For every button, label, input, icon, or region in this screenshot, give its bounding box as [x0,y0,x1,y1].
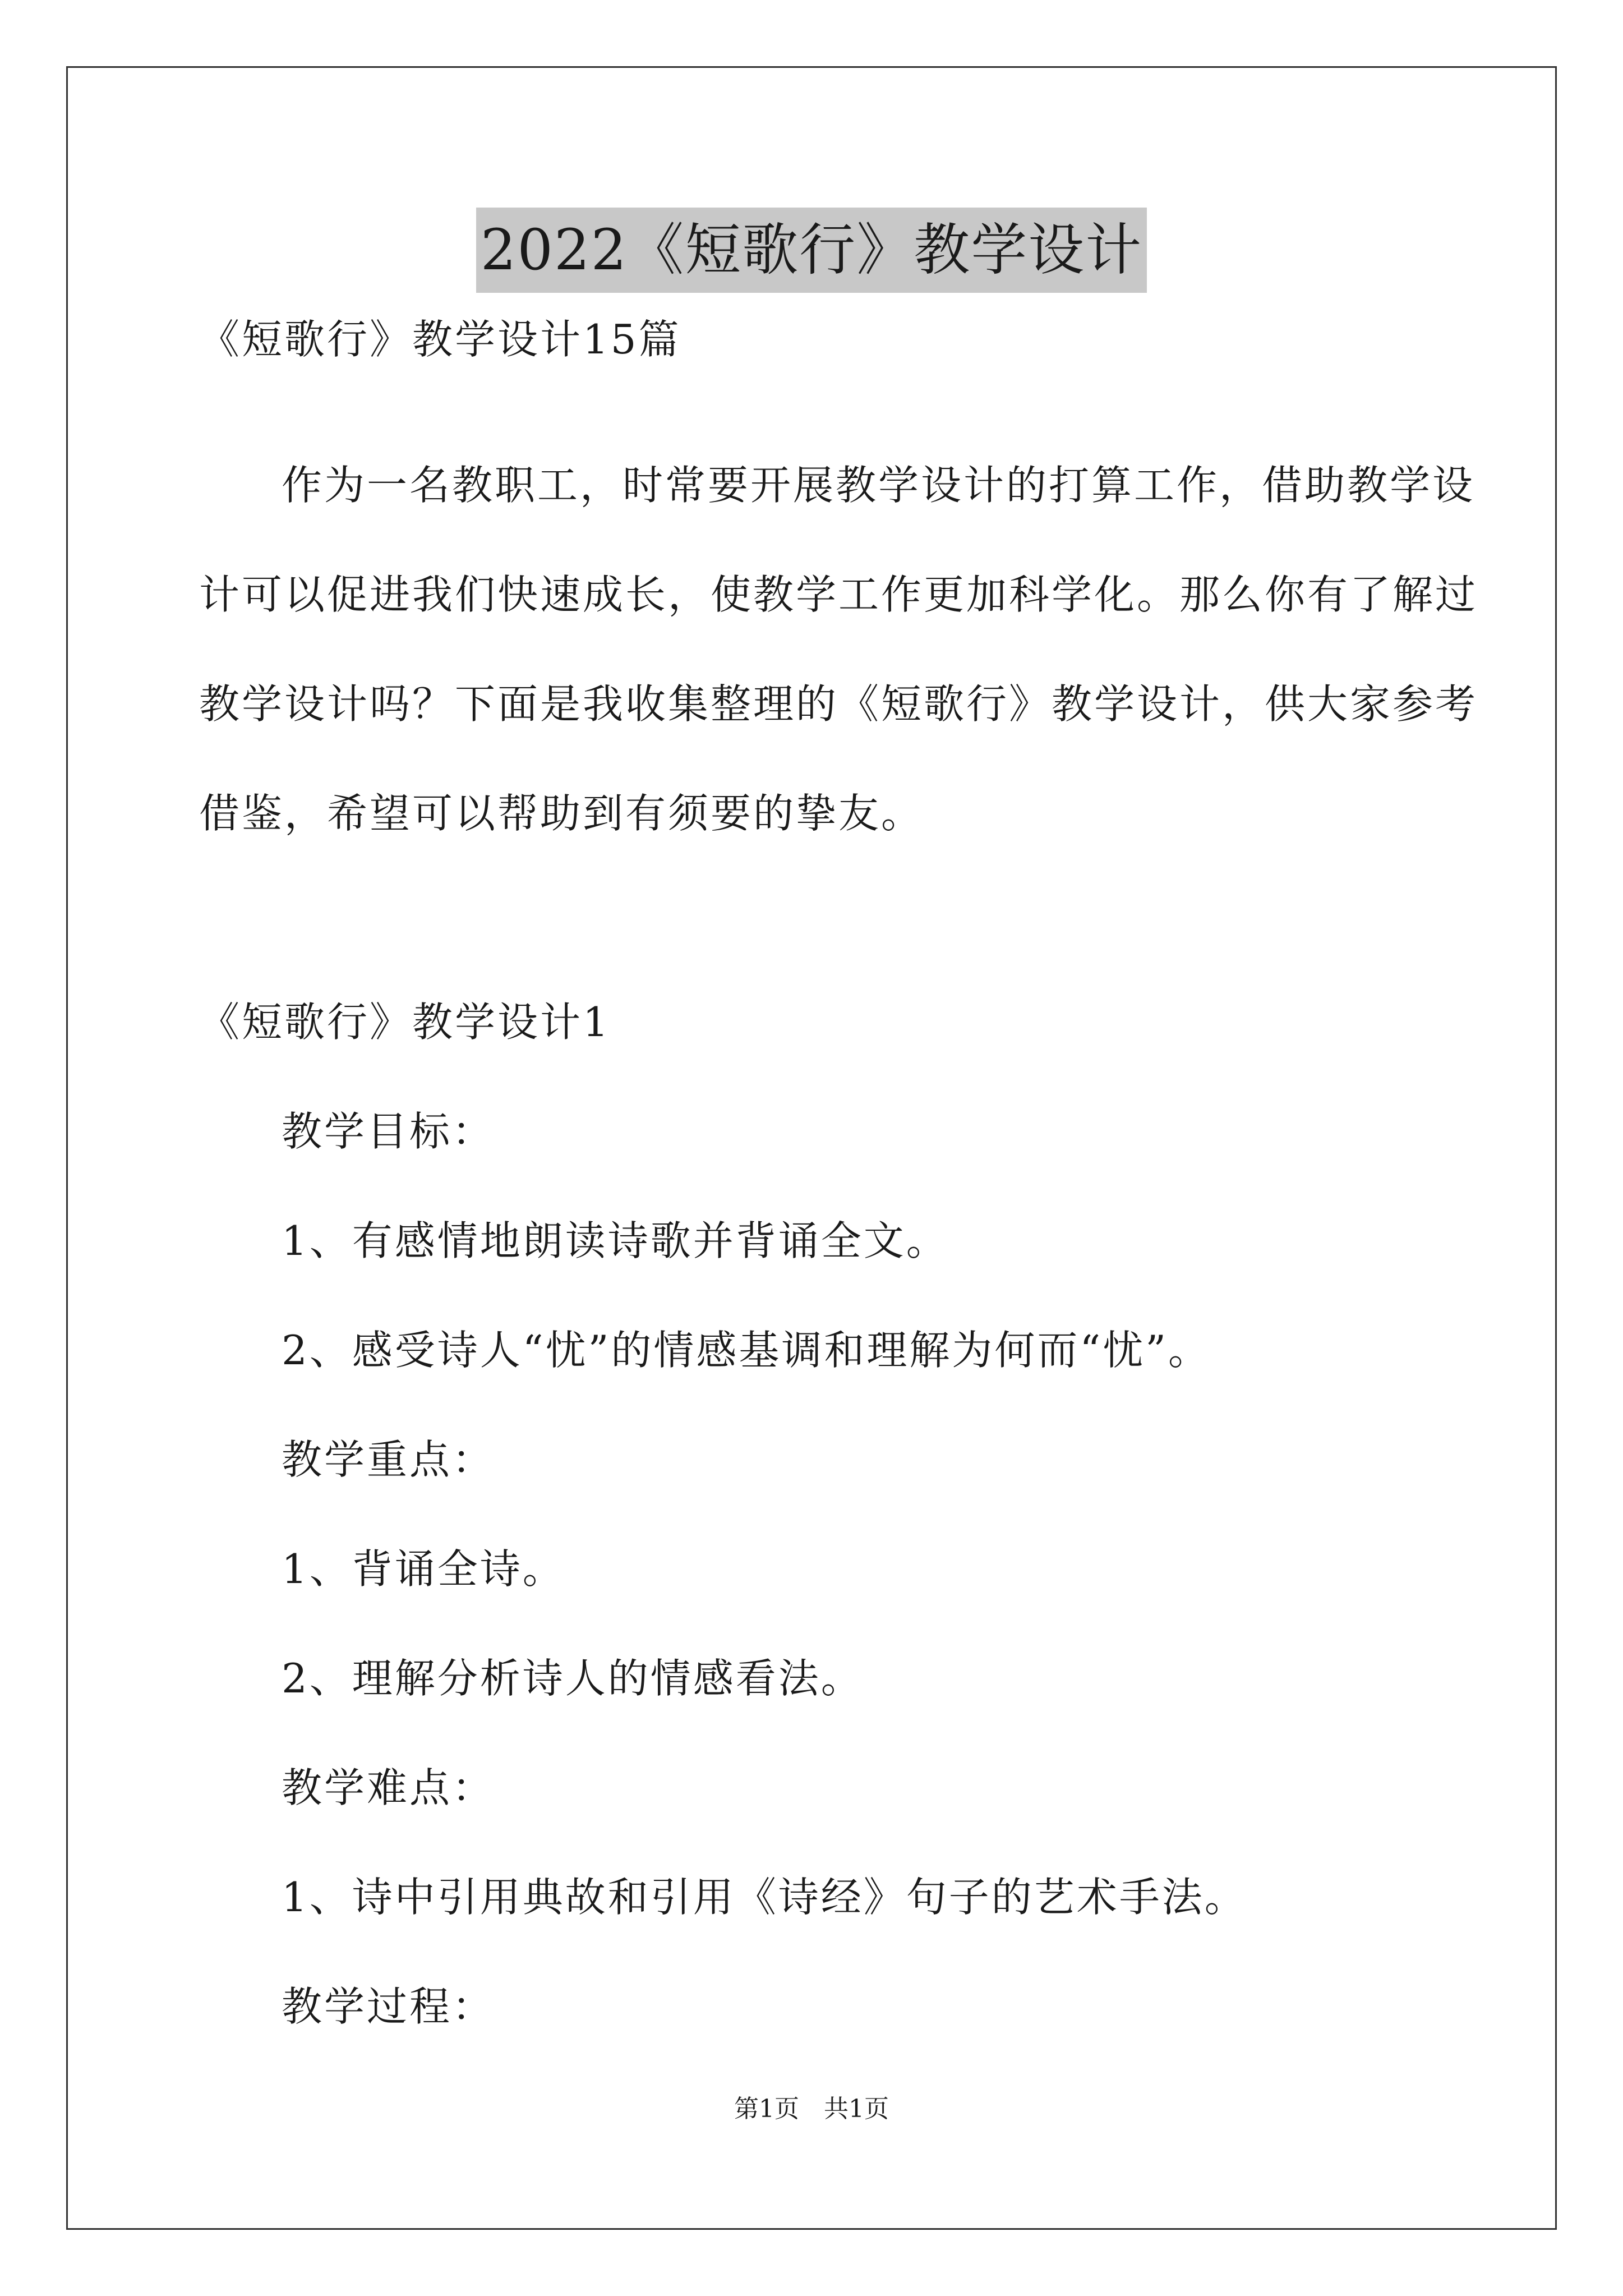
intro-line-3: 教学设计吗？下面是我收集整理的《短歌行》教学设计，供大家参考 [199,680,1478,728]
intro-line-2: 计可以促进我们快速成长，使教学工作更加科学化。那么你有了解过 [199,571,1478,618]
document-title: 2022《短歌行》教学设计 [476,208,1147,293]
page-number-footer: 第1页 共1页 [734,2095,889,2123]
body-line: 教学难点： [282,1764,495,1811]
section-heading: 《短歌行》教学设计1 [199,999,611,1046]
body-line: 教学重点： [282,1436,495,1483]
body-line: 1、背诵全诗。 [282,1545,565,1593]
title-container [0,208,1623,293]
intro-line-4: 借鉴，希望可以帮助到有须要的挚友。 [199,790,924,837]
body-line: 1、有感情地朗读诗歌并背诵全文。 [282,1217,949,1264]
body-line: 2、感受诗人“忧”的情感基调和理解为何而“忧”。 [282,1327,1211,1374]
intro-line-1: 作为一名教职工，时常要开展教学设计的打算工作，借助教学设 [282,462,1476,509]
body-line: 1、诗中引用典故和引用《诗经》句子的艺术手法。 [282,1874,1247,1921]
body-line: 2、理解分析诗人的情感看法。 [282,1655,864,1702]
body-line: 教学过程： [282,1983,495,2030]
document-subtitle: 《短歌行》教学设计15篇 [199,316,681,363]
body-line: 教学目标： [282,1108,495,1155]
